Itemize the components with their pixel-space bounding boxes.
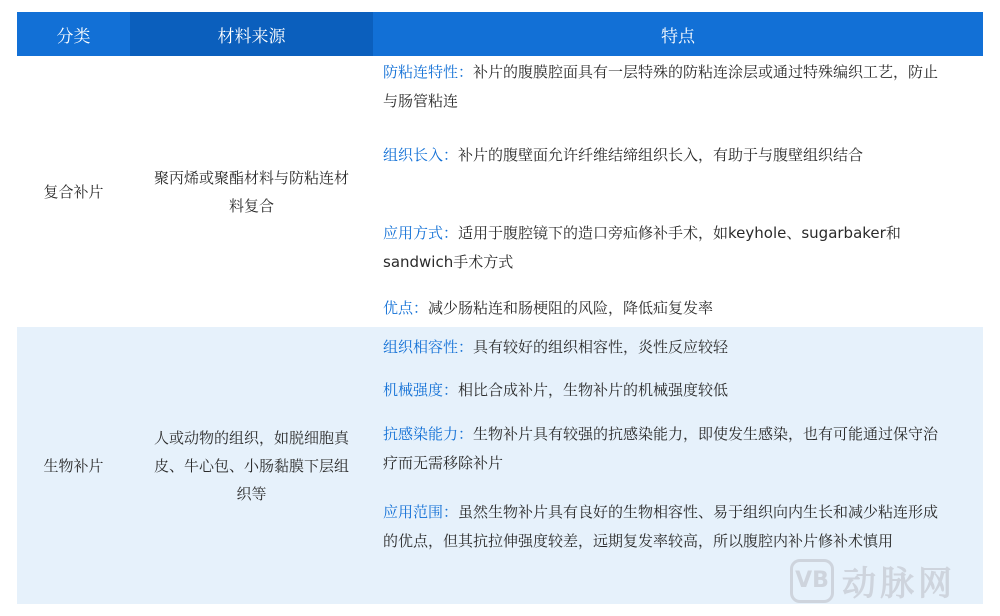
watermark <box>790 556 956 605</box>
feature-text: 相比合成补片，生物补片的机械强度较低 <box>458 381 729 399</box>
row-category: 复合补片 <box>43 183 104 201</box>
feature-label: 优点： <box>383 299 429 317</box>
feature-label: 应用方式： <box>383 224 459 242</box>
feature-label: 组织相容性： <box>383 338 474 356</box>
table-header <box>17 12 983 56</box>
feature-text: 减少肠粘连和肠梗阻的风险，降低疝复发率 <box>428 299 714 317</box>
feature-item <box>383 141 953 170</box>
feature-label: 组织长入： <box>383 146 459 164</box>
feature-label: 抗感染能力： <box>383 425 474 443</box>
feature-label: 防粘连特性： <box>383 63 474 81</box>
feature-item <box>383 333 953 362</box>
table-row <box>17 56 983 327</box>
feature-text: 补片的腹壁面允许纤维结缔组织长入，有助于与腹壁组织结合 <box>458 146 864 164</box>
feature-text: 适用于腹腔镜下的造口旁疝修补手术，如keyhole、sugarbaker和sandwich手术方式 <box>383 224 901 271</box>
row-features <box>383 56 953 327</box>
feature-item <box>383 219 953 277</box>
feature-text: 生物补片具有较强的抗感染能力，即使发生感染，也有可能通过保守治疗而无需移除补片 <box>383 425 939 472</box>
header-features: 特点 <box>661 26 695 47</box>
feature-text: 具有较好的组织相容性，炎性反应较轻 <box>473 338 729 356</box>
row-source-text: 人或动物的组织，如脱细胞真皮、牛心包、小肠黏膜下层组织等 <box>153 428 349 503</box>
comparison-table <box>17 12 983 604</box>
watermark-text: 动脉网 <box>842 564 956 604</box>
row-source <box>130 327 373 604</box>
watermark-logo-icon: VB <box>790 559 834 603</box>
feature-item <box>383 58 953 116</box>
feature-item <box>383 420 953 478</box>
feature-label: 机械强度： <box>383 381 459 399</box>
header-category: 分类 <box>56 26 91 47</box>
feature-label: 应用范围： <box>383 503 459 521</box>
row-source-text: 聚丙烯或聚酯材料与防粘连材料复合 <box>153 168 349 215</box>
header-source: 材料来源 <box>130 12 373 56</box>
feature-item <box>383 294 953 323</box>
feature-text: 虽然生物补片具有良好的生物相容性、易于组织向内生长和减少粘连形成的优点，但其抗拉伸强度较差，远期复发率较高，所以腹腔内补片修补术慎用 <box>383 503 939 550</box>
row-source <box>130 56 373 327</box>
feature-item <box>383 498 953 556</box>
feature-text: 补片的腹膜腔面具有一层特殊的防粘连涂层或通过特殊编织工艺，防止与肠管粘连 <box>383 63 939 110</box>
feature-item <box>383 376 953 405</box>
row-category: 生物补片 <box>43 457 104 475</box>
